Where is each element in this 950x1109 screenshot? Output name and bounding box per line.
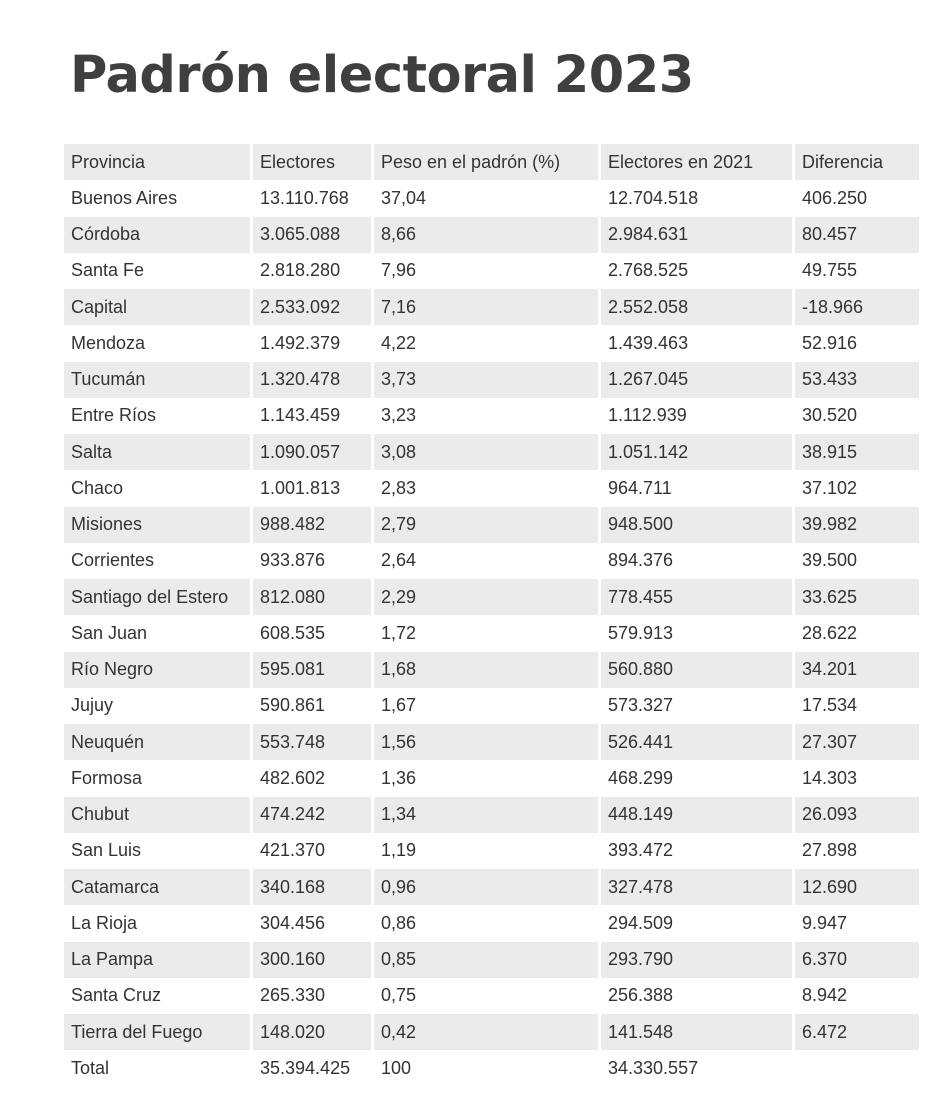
- cell-electores: 421.370: [253, 833, 371, 869]
- cell-diferencia: 38.915: [795, 434, 919, 470]
- table-body: [64, 180, 919, 1086]
- cell-diferencia: 39.500: [795, 543, 919, 579]
- header-electores: Electores: [253, 144, 371, 180]
- cell-electores-2021: 293.790: [601, 942, 792, 978]
- table-row: [64, 579, 919, 615]
- table-row: [64, 615, 919, 651]
- cell-electores: 474.242: [253, 797, 371, 833]
- table-row: [64, 470, 919, 506]
- cell-electores-2021: 1.051.142: [601, 434, 792, 470]
- cell-electores: 304.456: [253, 905, 371, 941]
- table-row: [64, 724, 919, 760]
- cell-electores-2021: 1.439.463: [601, 325, 792, 361]
- cell-electores-2021: 12.704.518: [601, 180, 792, 216]
- cell-electores-2021: 573.327: [601, 688, 792, 724]
- cell-electores: 1.320.478: [253, 362, 371, 398]
- cell-diferencia: 53.433: [795, 362, 919, 398]
- table-row: [64, 180, 919, 216]
- table-row: [64, 942, 919, 978]
- cell-diferencia: 27.307: [795, 724, 919, 760]
- cell-diferencia: 37.102: [795, 470, 919, 506]
- cell-diferencia: 52.916: [795, 325, 919, 361]
- cell-electores-2021: 327.478: [601, 869, 792, 905]
- cell-electores: 13.110.768: [253, 180, 371, 216]
- cell-diferencia: 12.690: [795, 869, 919, 905]
- cell-diferencia: 17.534: [795, 688, 919, 724]
- cell-provincia: San Juan: [64, 615, 250, 651]
- cell-electores: 608.535: [253, 615, 371, 651]
- cell-diferencia: 9.947: [795, 905, 919, 941]
- cell-electores: 933.876: [253, 543, 371, 579]
- cell-electores: 265.330: [253, 978, 371, 1014]
- cell-diferencia: 28.622: [795, 615, 919, 651]
- cell-peso: 37,04: [374, 180, 598, 216]
- table-row: [64, 217, 919, 253]
- cell-peso: 0,85: [374, 942, 598, 978]
- cell-provincia: Santiago del Estero: [64, 579, 250, 615]
- cell-electores: 2.818.280: [253, 253, 371, 289]
- cell-diferencia: 80.457: [795, 217, 919, 253]
- cell-electores-2021: 294.509: [601, 905, 792, 941]
- cell-electores: 340.168: [253, 869, 371, 905]
- cell-electores-2021: 1.267.045: [601, 362, 792, 398]
- table-row: [64, 978, 919, 1014]
- cell-diferencia: 27.898: [795, 833, 919, 869]
- header-provincia: Provincia: [64, 144, 250, 180]
- table-row: [64, 362, 919, 398]
- table-total-row: [64, 1050, 919, 1086]
- cell-diferencia: -18.966: [795, 289, 919, 325]
- cell-peso: 3,08: [374, 434, 598, 470]
- cell-peso: 2,64: [374, 543, 598, 579]
- table-row: [64, 688, 919, 724]
- cell-peso: 7,16: [374, 289, 598, 325]
- cell-peso: 0,75: [374, 978, 598, 1014]
- total-cell-diferencia: [795, 1050, 919, 1086]
- cell-electores-2021: 2.984.631: [601, 217, 792, 253]
- cell-provincia: La Rioja: [64, 905, 250, 941]
- cell-electores-2021: 526.441: [601, 724, 792, 760]
- cell-provincia: Córdoba: [64, 217, 250, 253]
- cell-provincia: Buenos Aires: [64, 180, 250, 216]
- table-row: [64, 253, 919, 289]
- table-row: [64, 434, 919, 470]
- cell-provincia: Mendoza: [64, 325, 250, 361]
- cell-peso: 1,19: [374, 833, 598, 869]
- cell-diferencia: 14.303: [795, 760, 919, 796]
- cell-diferencia: 406.250: [795, 180, 919, 216]
- total-cell-provincia: Total: [64, 1050, 250, 1086]
- cell-diferencia: 34.201: [795, 652, 919, 688]
- cell-provincia: San Luis: [64, 833, 250, 869]
- cell-peso: 0,42: [374, 1014, 598, 1050]
- cell-provincia: Tierra del Fuego: [64, 1014, 250, 1050]
- cell-peso: 1,67: [374, 688, 598, 724]
- cell-electores-2021: 393.472: [601, 833, 792, 869]
- cell-electores: 590.861: [253, 688, 371, 724]
- table-row: [64, 760, 919, 796]
- table-row: [64, 797, 919, 833]
- cell-peso: 2,83: [374, 470, 598, 506]
- cell-provincia: Río Negro: [64, 652, 250, 688]
- cell-electores-2021: 468.299: [601, 760, 792, 796]
- cell-diferencia: 6.370: [795, 942, 919, 978]
- header-electores-2021: Electores en 2021: [601, 144, 792, 180]
- page-title: Padrón electoral 2023: [70, 46, 694, 105]
- cell-electores-2021: 948.500: [601, 507, 792, 543]
- cell-provincia: Neuquén: [64, 724, 250, 760]
- cell-electores-2021: 2.768.525: [601, 253, 792, 289]
- cell-electores-2021: 560.880: [601, 652, 792, 688]
- cell-provincia: Capital: [64, 289, 250, 325]
- cell-electores: 812.080: [253, 579, 371, 615]
- header-diferencia: Diferencia: [795, 144, 919, 180]
- cell-peso: 1,34: [374, 797, 598, 833]
- cell-electores-2021: 256.388: [601, 978, 792, 1014]
- table-row: [64, 543, 919, 579]
- padron-table: [61, 144, 922, 1087]
- cell-diferencia: 30.520: [795, 398, 919, 434]
- cell-peso: 2,29: [374, 579, 598, 615]
- table-row: [64, 652, 919, 688]
- cell-provincia: Corrientes: [64, 543, 250, 579]
- cell-provincia: Catamarca: [64, 869, 250, 905]
- cell-provincia: Chubut: [64, 797, 250, 833]
- header-peso: Peso en el padrón (%): [374, 144, 598, 180]
- cell-diferencia: 26.093: [795, 797, 919, 833]
- cell-provincia: Formosa: [64, 760, 250, 796]
- cell-provincia: Entre Ríos: [64, 398, 250, 434]
- cell-peso: 2,79: [374, 507, 598, 543]
- table-row: [64, 905, 919, 941]
- table-row: [64, 1014, 919, 1050]
- cell-electores-2021: 141.548: [601, 1014, 792, 1050]
- cell-electores: 3.065.088: [253, 217, 371, 253]
- cell-provincia: Santa Cruz: [64, 978, 250, 1014]
- cell-electores-2021: 778.455: [601, 579, 792, 615]
- cell-provincia: Tucumán: [64, 362, 250, 398]
- table-container: [64, 144, 922, 1087]
- cell-peso: 1,36: [374, 760, 598, 796]
- cell-electores: 300.160: [253, 942, 371, 978]
- cell-electores-2021: 579.913: [601, 615, 792, 651]
- cell-electores-2021: 448.149: [601, 797, 792, 833]
- cell-peso: 3,23: [374, 398, 598, 434]
- cell-electores: 1.090.057: [253, 434, 371, 470]
- cell-electores: 1.143.459: [253, 398, 371, 434]
- cell-peso: 1,68: [374, 652, 598, 688]
- cell-electores: 148.020: [253, 1014, 371, 1050]
- cell-peso: 0,96: [374, 869, 598, 905]
- cell-diferencia: 8.942: [795, 978, 919, 1014]
- table-row: [64, 398, 919, 434]
- table-row: [64, 869, 919, 905]
- cell-diferencia: 49.755: [795, 253, 919, 289]
- cell-electores: 2.533.092: [253, 289, 371, 325]
- table-row: [64, 507, 919, 543]
- cell-peso: 1,56: [374, 724, 598, 760]
- cell-peso: 7,96: [374, 253, 598, 289]
- cell-electores: 1.492.379: [253, 325, 371, 361]
- cell-electores-2021: 894.376: [601, 543, 792, 579]
- cell-peso: 8,66: [374, 217, 598, 253]
- cell-provincia: Chaco: [64, 470, 250, 506]
- cell-electores-2021: 1.112.939: [601, 398, 792, 434]
- cell-diferencia: 33.625: [795, 579, 919, 615]
- cell-electores-2021: 2.552.058: [601, 289, 792, 325]
- cell-provincia: La Pampa: [64, 942, 250, 978]
- cell-provincia: Salta: [64, 434, 250, 470]
- cell-electores: 988.482: [253, 507, 371, 543]
- cell-electores: 595.081: [253, 652, 371, 688]
- cell-diferencia: 39.982: [795, 507, 919, 543]
- cell-electores: 482.602: [253, 760, 371, 796]
- cell-provincia: Jujuy: [64, 688, 250, 724]
- cell-peso: 3,73: [374, 362, 598, 398]
- cell-peso: 1,72: [374, 615, 598, 651]
- table-row: [64, 833, 919, 869]
- cell-diferencia: 6.472: [795, 1014, 919, 1050]
- total-cell-peso: 100: [374, 1050, 598, 1086]
- cell-provincia: Misiones: [64, 507, 250, 543]
- cell-peso: 0,86: [374, 905, 598, 941]
- cell-peso: 4,22: [374, 325, 598, 361]
- cell-electores: 553.748: [253, 724, 371, 760]
- table-row: [64, 325, 919, 361]
- cell-electores: 1.001.813: [253, 470, 371, 506]
- cell-provincia: Santa Fe: [64, 253, 250, 289]
- table-header-row: [64, 144, 919, 180]
- cell-electores-2021: 964.711: [601, 470, 792, 506]
- total-cell-electores: 35.394.425: [253, 1050, 371, 1086]
- total-cell-electores-2021: 34.330.557: [601, 1050, 792, 1086]
- table-row: [64, 289, 919, 325]
